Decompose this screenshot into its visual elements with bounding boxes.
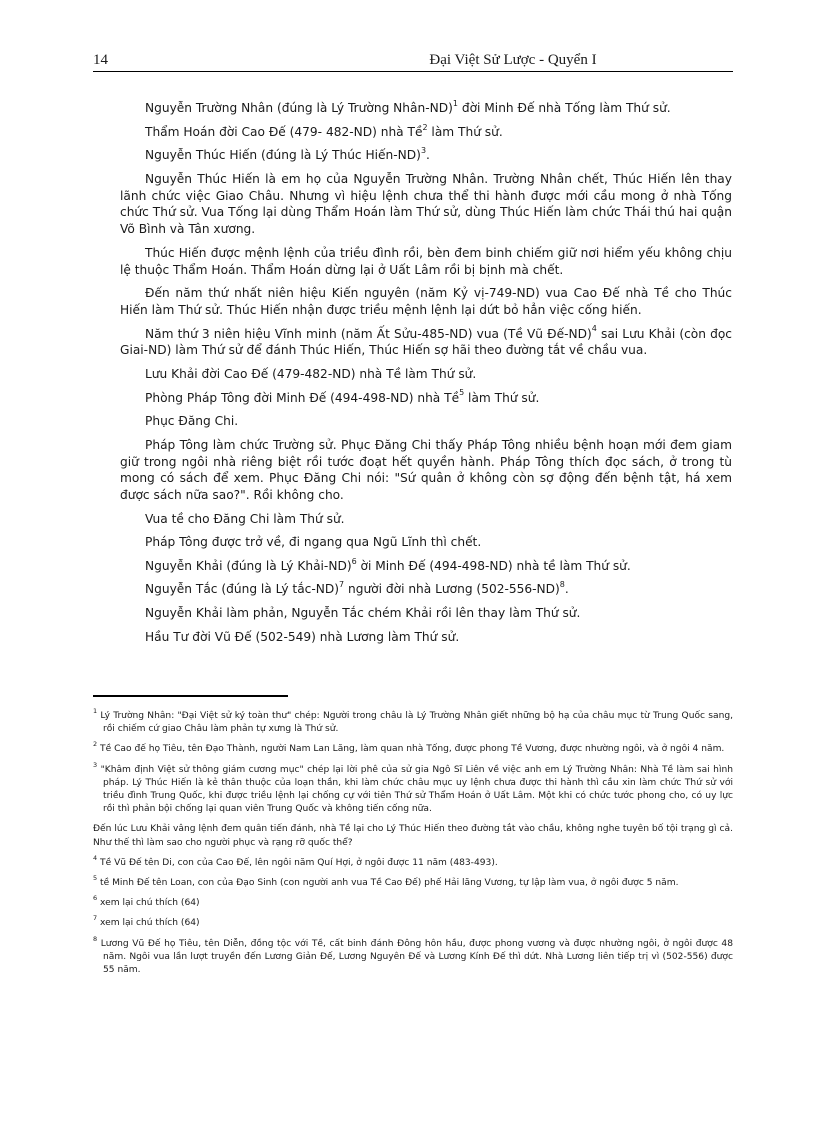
footnote: $^8$ Lương Vũ Đế họ Tiêu, tên Diễn, đồng tộc với Tề, cất binh đánh Đông hôn hầu, được phong vương và được nhường ngôi, ở ngôi được 48 năm. Ngôi vua lần lượt truyền đến Lương Giản Đế, Lương Nguyên Đế và Lương Kính Đế thì dứt. Nhà Lương liên tiếp trị vì (502-556) được 55 năm. (93, 934, 733, 976)
paragraph: Nguyễn Khải (đúng là Lý Khải-ND)$^6$ ời Minh Đế (494-498-ND) nhà tề làm Thứ sử. (145, 556, 631, 573)
paragraph: Phòng Pháp Tông đời Minh Đế (494-498-ND) nhà Tề$^5$ làm Thứ sử. (145, 388, 540, 405)
footnote: $^3$ "Khâm định Việt sử thông giám cương mục" chép lại lời phê của sử gia Ngô Sĩ Liên về việc anh em Lý Trường Nhân: Nhà Tề làm sai hình pháp. Lý Thúc Hiến là kẻ thân thuộc của loạn thần, khi làm chức châu mục uy lệnh chưa được thi hành thì cầu xin làm chức Thứ sử với triều đình Trung Quốc, khi được triều lệnh lại chống cự với tiên Thứ sử Thẩm Hoán ở Uất Lâm. Một khi có chức tước phong cho, có uy lực rồi thì phản bội chống lại quan viên Trung Quốc và không tiến cống nữa. (93, 760, 733, 815)
footnote-ref[interactable]: 2 (422, 122, 428, 132)
footnote-ref[interactable]: 4 (591, 324, 597, 334)
footnote: $^2$ Tề Cao đế họ Tiêu, tên Đạo Thành, người Nam Lan Lăng, làm quan nhà Tống, được phong Tề Vương, được nhường ngôi, và ở ngôi 4 năm. (93, 740, 725, 755)
footnote-ref[interactable]: 1 (452, 98, 458, 108)
footnote-ref[interactable]: 8 (559, 580, 565, 590)
footnote-ref[interactable]: 3 (420, 146, 427, 156)
paragraph: Đến năm thứ nhất niên hiệu Kiến nguyên (năm Kỷ vị-749-ND) vua Cao Đế nhà Tề cho Thúc Hiến làm Thứ sử. Thúc Hiến nhận được triều mệnh lệnh lại dứt bỏ hẳn việc cống hiến. (120, 286, 732, 317)
paragraph: Lưu Khải đời Cao Đế (479-482-ND) nhà Tề làm Thứ sử. (145, 366, 477, 381)
footnote: $^7$ xem lại chú thích (64) (93, 914, 200, 929)
paragraph: Nguyễn Khải làm phản, Nguyễn Tắc chém Khải rồi lên thay làm Thứ sử. (145, 606, 581, 621)
paragraph: Nguyễn Trường Nhân (đúng là Lý Trường Nhân-ND)$^1$ đời Minh Đế nhà Tống làm Thứ sử. (145, 98, 671, 115)
page-number: 14 (93, 52, 108, 68)
paragraph: Pháp Tông làm chức Trường sử. Phục Đăng Chi thấy Pháp Tông nhiều bệnh hoạn mới đem giam giữ trong ngôi nhà riêng biệt rồi tước đoạt hết quyền hành. Pháp Tông thích đọc sách, ở trong tù mong có sách để xem. Phục Đăng Chi nói: "Sứ quân ở không còn sợ động đến bệnh tật, há xem được sách nữa sao?". Rồi không cho. (120, 437, 732, 503)
paragraph: Phục Đăng Chi. (145, 414, 239, 429)
paragraph: Vua tề cho Đăng Chi làm Thứ sử. (145, 511, 345, 526)
footnote: $^5$ tề Minh Đế tên Loan, con của Đạo Sinh (con người anh vua Tề Cao Đế) phế Hải lăng Vương, tự lập làm vua, ở ngôi được 5 năm. (93, 874, 679, 889)
paragraph: Nguyễn Thúc Hiến (đúng là Lý Thúc Hiến-ND)$^3$. (145, 146, 430, 163)
footnote: $^4$ Tề Vũ Đế tên Di, con của Cao Đế, lên ngôi năm Quí Hợi, ở ngôi được 11 năm (483-493). (93, 853, 498, 868)
header-rule (93, 71, 733, 72)
footnote-ref[interactable]: 6 (351, 556, 357, 566)
main-text (120, 100, 732, 652)
paragraph: Nguyễn Tắc (đúng là Lý tắc-ND)$^7$ người đời nhà Lương $(502-556-ND)^8$. (145, 580, 569, 597)
page-header (93, 50, 733, 72)
paragraph: Thúc Hiến được mệnh lệnh của triều đình rồi, bèn đem binh chiếm giữ nơi hiểm yếu không chịu lệ thuộc Thẩm Hoán. Thẩm Hoán dừng lại ở Uất Lâm rồi bị bịnh mà chết. (120, 245, 732, 277)
footnote: $^6$ xem lại chú thích (64) (93, 894, 200, 909)
footnote-ref[interactable]: 5 (459, 388, 465, 398)
footnote-ref[interactable]: 7 (339, 580, 345, 590)
footnotes (93, 706, 733, 984)
paragraph: Nguyễn Thúc Hiến là em họ của Nguyễn Trường Nhân. Trường Nhân chết, Thúc Hiến lên thay lãnh chức việc Giao Châu. Nhưng vì hiệu lệnh chưa thể thi hành được mới cầu mong ở nhà Tống chức Thứ sử. Vua Tống lại dùng Thẩm Hoán làm Thứ sử, dùng Thúc Hiến làm chức Thái thú hai quận Võ Bình và Tân xương. (120, 171, 732, 237)
footnote-separator (93, 695, 288, 697)
paragraph: Thẩm Hoán đời Cao Đế (479- 482-ND) nhà Tề$^2$ làm Thứ sử. (145, 122, 503, 139)
footnote: $^1$ Lý Trường Nhân: "Đại Việt sử ký toàn thư" chép: Người trong châu là Lý Trường Nhân giết những bộ hạ của châu mục từ Trung Quốc sang, rồi chiếm cứ giao Châu làm phản tự xưng là Thứ sử. (93, 706, 733, 735)
footnote-continuation: Đến lúc Lưu Khải vâng lệnh đem quân tiến đánh, nhà Tề lại cho Lý Thúc Hiến theo đường tắt vào chầu, không nghe tuyên bố tội trạng gì cả. Như thế thì làm sao cho người phục và rạng rỡ quốc thể? (93, 824, 733, 848)
paragraph: Pháp Tông được trở về, đi ngang qua Ngũ Lĩnh thì chết. (145, 535, 482, 550)
paragraph: Hầu Tư đời Vũ Đế (502-549) nhà Lương làm Thứ sử. (145, 629, 460, 644)
paragraph: Năm thứ 3 niên hiệu Vĩnh minh (năm Ất Sửu-485-ND) vua (Tề Vũ Đế-ND)$^4$ sai Lưu Khải (còn đọc Giai-ND) làm Thứ sử để đánh Thúc Hiến, Thúc Hiến sợ hãi theo đường tắt về chầu vua. (120, 324, 732, 358)
running-title: Đại Việt Sử Lược - Quyển I (429, 52, 597, 68)
